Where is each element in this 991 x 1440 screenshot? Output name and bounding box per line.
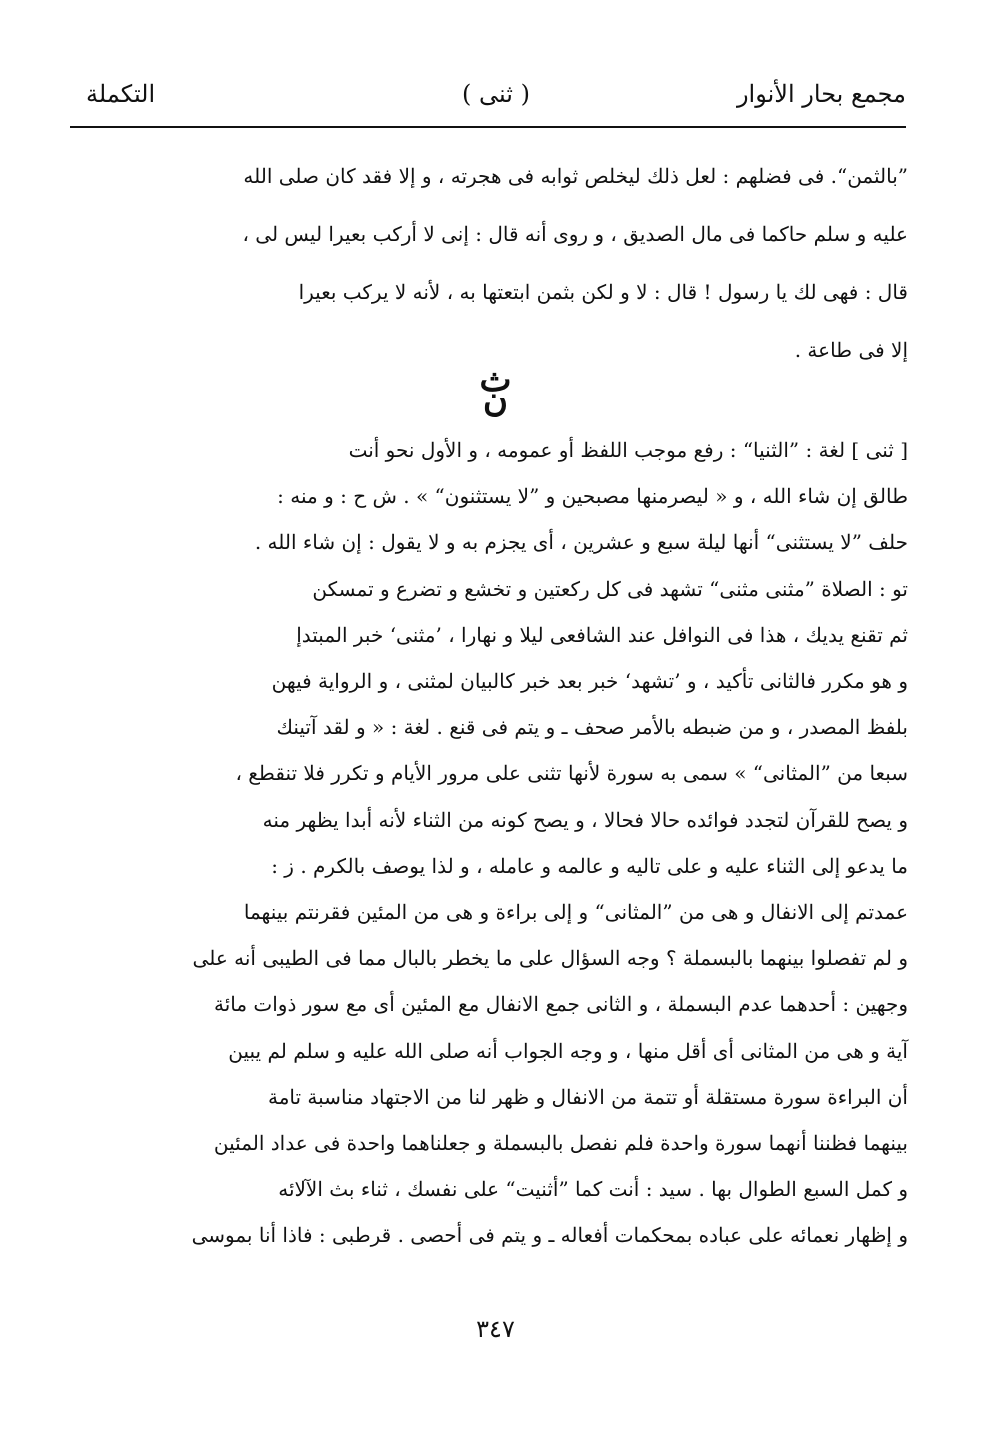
- book-title: مجمع بحار الأنوار: [736, 80, 906, 108]
- text-line: طالق إن شاء الله ، و « ليصرمنها مصبحين و ”لا يستثنون“ » . ش ح : و منه :: [277, 484, 908, 509]
- text-line: سبعا من ”المثانى“ » سمى به سورة لأنها تثنى على مرور الأيام و تكرر فلا تنقطع ،: [235, 761, 908, 786]
- text-line: و كمل السبع الطوال بها . سيد : أنت كما ”أثنيت“ على نفسك ، ثناء بث الآلائه: [278, 1177, 908, 1202]
- text-line: و إظهار نعمائه على عباده بمحكمات أفعاله ـ و يتم فى أحصى . قرطبى : فاذا أنا بموسى: [191, 1223, 908, 1248]
- text-line: وجهين : أحدهما عدم البسملة ، و الثانى جمع الانفال مع المئين أى مع سور ذوات مائة: [213, 992, 908, 1017]
- section-letter: ث ن: [479, 360, 512, 420]
- page-number: ٣٤٧: [476, 1315, 515, 1343]
- text-line: بينهما فظننا أنهما سورة واحدة فلم نفصل بالبسملة و جعلناهما واحدة فى عداد المئين: [213, 1131, 908, 1156]
- header-rule: [70, 126, 906, 128]
- text-line: أن البراءة سورة مستقلة أو تتمة من الانفال و ظهر لنا من الاجتهاد مناسبة تامة: [267, 1084, 908, 1109]
- text-line: ثم تقنع يديك ، هذا فى النوافل عند الشافعى ليلا و نهارا ، ’مثنى‘ خبر المبتدإ: [296, 622, 908, 647]
- text-line: [ ثنى ] لغة : ”الثنيا“ : رفع موجب اللفظ أو عمومه ، و الأول نحو أنت: [348, 438, 908, 462]
- entry-word: ( ثنى ): [462, 80, 530, 108]
- text-line: و هو مكرر فالثانى تأكيد ، و ’تشهد‘ خبر بعد خبر كالبيان لمثنى ، و الرواية فيهن: [271, 669, 908, 694]
- body-paragraph: [92, 427, 908, 1259]
- text-line: و يصح للقرآن لتجدد فوائده حالا فحالا ، و يصح كونه من الثناء لأنه أبدا يظهر منه: [262, 807, 908, 832]
- text-line: ما يدعو إلى الثناء عليه و على تاليه و عالمه و عامله ، و لذا يوصف بالكرم . ز :: [271, 853, 908, 878]
- text-line: و لم تفصلوا بينهما بالبسملة ؟ وجه السؤال على ما يخطر بالبال مما فى الطيبى أنه على: [192, 946, 908, 971]
- text-line: قال : فهى لك يا رسول ! قال : لا و لكن بثمن ابتعتها به ، لأنه لا يركب بعيرا: [298, 280, 908, 304]
- top-paragraph: [92, 147, 908, 379]
- text-line: إلا فى طاعة .: [794, 338, 908, 362]
- text-line: عليه و سلم حاكما فى مال الصديق ، و روى أنه قال : إنى لا أركب بعيرا ليس لى ،: [242, 222, 908, 246]
- text-line: بلفظ المصدر ، و من ضبطه بالأمر صحف ـ و يتم فى قنع . لغة : « و لقد آتينك: [276, 715, 908, 740]
- running-header: [86, 74, 906, 120]
- text-line: تو : الصلاة ”مثنى مثنى“ تشهد فى كل ركعتين و تخشع و تضرع و تمسكن: [312, 576, 908, 601]
- section-label: التكملة: [86, 80, 156, 108]
- text-line: آية و هى من المثانى أى أقل منها ، و وجه الجواب أنه صلى الله عليه و سلم لم يبين: [228, 1038, 908, 1063]
- text-line: حلف ”لا يستثنى“ أنها ليلة سبع و عشرين ، أى يجزم به و لا يقول : إن شاء الله .: [254, 530, 908, 555]
- text-line: ”بالثمن“. فى فضلهم : لعل ذلك ليخلص ثوابه فى هجرته ، و إلا فقد كان صلى الله: [243, 164, 908, 188]
- text-line: عمدتم إلى الانفال و هى من ”المثانى“ و إلى براءة و هى من المئين فقرنتم بينهما: [243, 900, 908, 925]
